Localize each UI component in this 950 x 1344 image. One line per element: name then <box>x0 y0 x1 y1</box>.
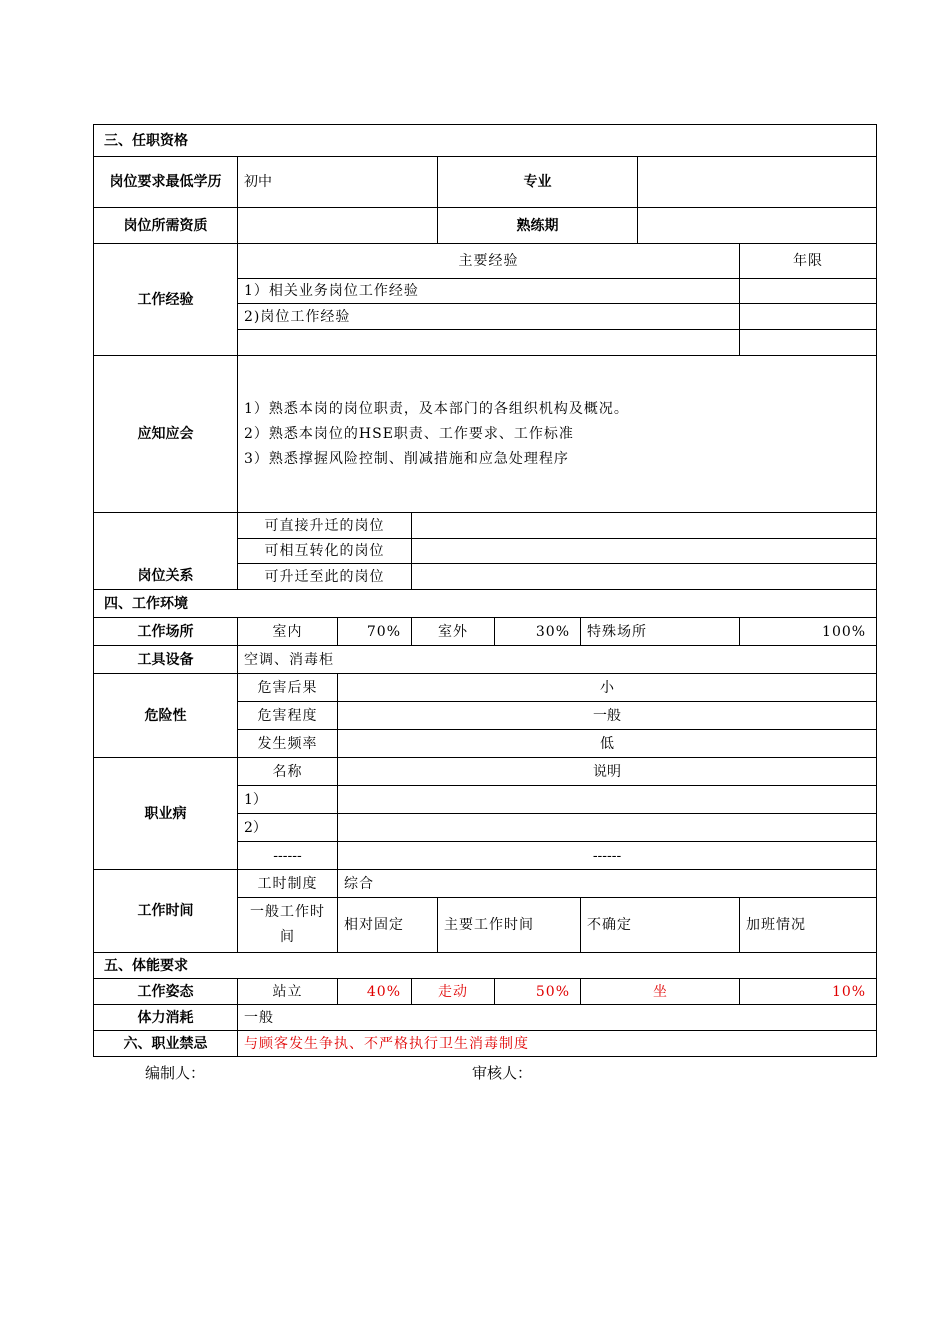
disease-row-desc <box>338 786 877 814</box>
education-value: 初中 <box>238 157 438 208</box>
knowledge-item: 1）熟悉本岗的岗位职责，及本部门的各组织机构及概况。 <box>244 400 629 417</box>
hazard-item-value: 一般 <box>338 702 877 730</box>
walk-label: 走动 <box>412 979 495 1005</box>
disease-label: 职业病 <box>94 758 238 870</box>
disease-col-name: 名称 <box>238 758 338 786</box>
disease-row-name: ------ <box>238 842 338 870</box>
knowledge-item: 2）熟悉本岗位的HSE职责、工作要求、工作标准 <box>244 425 574 442</box>
knowledge-item: 3）熟悉撑握风险控制、削减措施和应急处理程序 <box>244 450 569 467</box>
disease-row-desc: ------ <box>338 842 877 870</box>
experience-row-text: 1）相关业务岗位工作经验 <box>238 279 740 304</box>
energy-value: 一般 <box>238 1005 877 1031</box>
stand-label: 站立 <box>238 979 338 1005</box>
experience-row-years <box>740 330 877 356</box>
major-value <box>638 157 877 208</box>
compiler-label: 编制人： <box>145 1064 206 1082</box>
tools-value: 空调、消毒柜 <box>238 646 877 674</box>
outdoor-label: 室外 <box>412 618 495 646</box>
qualification-value <box>238 208 438 244</box>
hazard-label: 危险性 <box>94 674 238 758</box>
proficiency-value <box>638 208 877 244</box>
experience-row-text: 2)岗位工作经验 <box>238 304 740 330</box>
section-5-title: 五、体能要求 <box>94 953 877 979</box>
sit-percent: 10% <box>740 979 877 1005</box>
indoor-label: 室内 <box>238 618 338 646</box>
experience-label: 工作经验 <box>94 244 238 356</box>
knowledge-list <box>238 356 877 513</box>
section-4-title: 四、工作环境 <box>94 590 877 618</box>
hazard-item-value: 小 <box>338 674 877 702</box>
section-3-title: 三、任职资格 <box>94 125 877 157</box>
walk-percent: 50% <box>495 979 581 1005</box>
general-hours-value: 相对固定 <box>338 898 438 953</box>
experience-col-main: 主要经验 <box>238 244 740 279</box>
special-place-label: 特殊场所 <box>581 618 740 646</box>
overtime-label: 加班情况 <box>740 898 877 953</box>
hazard-item-name: 危害程度 <box>238 702 338 730</box>
outdoor-percent: 30% <box>495 618 581 646</box>
relation-value <box>412 513 877 539</box>
hazard-item-value: 低 <box>338 730 877 758</box>
proficiency-label: 熟练期 <box>438 208 638 244</box>
experience-col-years: 年限 <box>740 244 877 279</box>
relation-name: 可升迁至此的岗位 <box>238 564 412 590</box>
posture-label: 工作姿态 <box>94 979 238 1005</box>
experience-row-years <box>740 279 877 304</box>
energy-label: 体力消耗 <box>94 1005 238 1031</box>
reviewer-label: 审核人： <box>472 1064 533 1082</box>
hours-system-value: 综合 <box>338 870 877 898</box>
main-hours-label: 主要工作时间 <box>438 898 581 953</box>
disease-row-desc <box>338 814 877 842</box>
experience-row-years <box>740 304 877 330</box>
qualification-table <box>93 124 877 1057</box>
hazard-item-name: 发生频率 <box>238 730 338 758</box>
taboo-value: 与顾客发生争执、不严格执行卫生消毒制度 <box>238 1031 877 1057</box>
major-label: 专业 <box>438 157 638 208</box>
section-6-title: 六、职业禁忌 <box>94 1031 238 1057</box>
sit-label: 坐 <box>581 979 740 1005</box>
workplace-label: 工作场所 <box>94 618 238 646</box>
disease-row-name: 1） <box>238 786 338 814</box>
relations-label: 岗位关系 <box>94 513 238 590</box>
relation-name: 可直接升迁的岗位 <box>238 513 412 539</box>
hours-system-label: 工时制度 <box>238 870 338 898</box>
relation-name: 可相互转化的岗位 <box>238 539 412 564</box>
tools-label: 工具设备 <box>94 646 238 674</box>
hazard-item-name: 危害后果 <box>238 674 338 702</box>
knowledge-label: 应知应会 <box>94 356 238 513</box>
relation-value <box>412 539 877 564</box>
disease-row-name: 2） <box>238 814 338 842</box>
education-label: 岗位要求最低学历 <box>94 157 238 208</box>
relation-value <box>412 564 877 590</box>
experience-row-text <box>238 330 740 356</box>
indoor-percent: 70% <box>338 618 412 646</box>
work-hours-label: 工作时间 <box>94 870 238 953</box>
main-hours-value: 不确定 <box>581 898 740 953</box>
special-place-percent: 100% <box>740 618 877 646</box>
qualification-label: 岗位所需资质 <box>94 208 238 244</box>
disease-col-desc: 说明 <box>338 758 877 786</box>
stand-percent: 40% <box>338 979 412 1005</box>
general-hours-label: 一般工作时间 <box>238 898 338 953</box>
